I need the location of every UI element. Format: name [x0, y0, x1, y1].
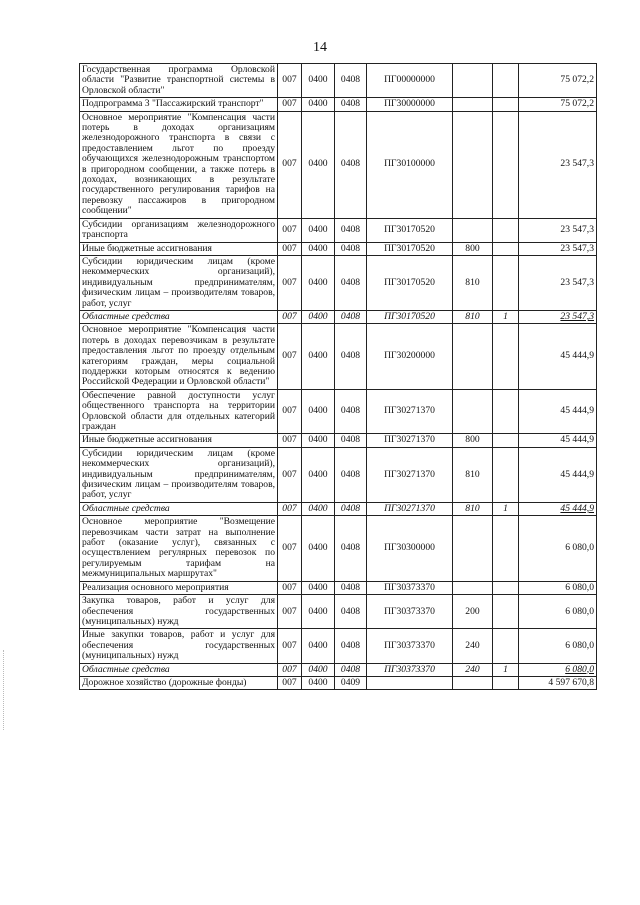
cell-pr: 0408: [335, 310, 367, 323]
table-row: [80, 255, 597, 310]
cell-ist: [493, 255, 519, 310]
cell-sum: 45 444,9: [519, 324, 597, 389]
cell-rz: 0400: [302, 389, 335, 434]
cell-ist: 1: [493, 310, 519, 323]
cell-pr: 0408: [335, 64, 367, 98]
cell-gr: 007: [278, 676, 302, 689]
row-name: Обеспечение равной доступности услуг общественного транспорта на территории Орловской области для отдельных категорий граждан: [80, 389, 278, 434]
cell-vr: [453, 676, 493, 689]
cell-sum: 4 597 670,8: [519, 676, 597, 689]
table-row: [80, 581, 597, 594]
cell-rz: 0400: [302, 434, 335, 447]
table-row: [80, 111, 597, 218]
cell-ist: [493, 324, 519, 389]
cell-sum: 75 072,2: [519, 98, 597, 111]
cell-gr: 007: [278, 447, 302, 502]
cell-sum: 6 080,0: [519, 663, 597, 676]
cell-csr: ПГ30373370: [367, 629, 453, 663]
cell-rz: 0400: [302, 310, 335, 323]
row-name: Областные средства: [80, 310, 278, 323]
cell-sum: 6 080,0: [519, 516, 597, 581]
cell-csr: [367, 676, 453, 689]
cell-vr: 810: [453, 310, 493, 323]
table-row: [80, 389, 597, 434]
table-row: [80, 516, 597, 581]
table-row: [80, 663, 597, 676]
cell-csr: ПГ30271370: [367, 434, 453, 447]
cell-gr: 007: [278, 502, 302, 515]
row-name: Субсидии организациям железнодорожного транспорта: [80, 218, 278, 242]
cell-csr: ПГ30000000: [367, 98, 453, 111]
cell-gr: 007: [278, 581, 302, 594]
cell-ist: [493, 218, 519, 242]
cell-gr: 007: [278, 111, 302, 218]
row-name: Подпрограмма 3 "Пассажирский транспорт": [80, 98, 278, 111]
cell-gr: 007: [278, 389, 302, 434]
cell-ist: 1: [493, 663, 519, 676]
cell-csr: ПГ30300000: [367, 516, 453, 581]
cell-sum: 6 080,0: [519, 581, 597, 594]
cell-vr: [453, 111, 493, 218]
cell-sum: 23 547,3: [519, 255, 597, 310]
cell-csr: ПГ30271370: [367, 447, 453, 502]
cell-csr: ПГ30170520: [367, 255, 453, 310]
cell-sum: 23 547,3: [519, 310, 597, 323]
cell-gr: 007: [278, 310, 302, 323]
margin-marks: [3, 650, 7, 730]
cell-vr: 810: [453, 447, 493, 502]
table-row: [80, 310, 597, 323]
cell-gr: 007: [278, 98, 302, 111]
cell-vr: 240: [453, 629, 493, 663]
cell-rz: 0400: [302, 595, 335, 629]
row-name: Субсидии юридическим лицам (кроме некоммерческих организаций), индивидуальным предпринимателям, физическим лицам – производителям товаров, работ, услуг: [80, 255, 278, 310]
table-row: [80, 98, 597, 111]
cell-pr: 0408: [335, 629, 367, 663]
row-name: Иные бюджетные ассигнования: [80, 434, 278, 447]
table-row: [80, 595, 597, 629]
cell-sum: 6 080,0: [519, 595, 597, 629]
table-row: [80, 64, 597, 98]
row-name: Субсидии юридическим лицам (кроме некоммерческих организаций), индивидуальным предпринимателям, физическим лицам – производителям товаров, работ, услуг: [80, 447, 278, 502]
cell-pr: 0408: [335, 218, 367, 242]
cell-csr: ПГ30170520: [367, 242, 453, 255]
table-body: [80, 64, 597, 690]
cell-ist: [493, 434, 519, 447]
cell-ist: [493, 581, 519, 594]
cell-pr: 0408: [335, 242, 367, 255]
cell-ist: [493, 595, 519, 629]
row-name: Иные закупки товаров, работ и услуг для обеспечения государственных (муниципальных) нужд: [80, 629, 278, 663]
cell-pr: 0408: [335, 516, 367, 581]
cell-ist: [493, 389, 519, 434]
cell-pr: 0408: [335, 389, 367, 434]
cell-sum: 6 080,0: [519, 629, 597, 663]
cell-rz: 0400: [302, 324, 335, 389]
cell-rz: 0400: [302, 629, 335, 663]
cell-rz: 0400: [302, 502, 335, 515]
cell-sum: 45 444,9: [519, 434, 597, 447]
cell-csr: ПГ00000000: [367, 64, 453, 98]
row-name: Реализация основного мероприятия: [80, 581, 278, 594]
cell-ist: [493, 98, 519, 111]
cell-ist: [493, 516, 519, 581]
cell-ist: [493, 64, 519, 98]
cell-pr: 0408: [335, 98, 367, 111]
cell-pr: 0409: [335, 676, 367, 689]
table-row: [80, 676, 597, 689]
cell-vr: [453, 64, 493, 98]
cell-ist: [493, 242, 519, 255]
cell-rz: 0400: [302, 242, 335, 255]
row-name: Основное мероприятие "Возмещение перевозчикам части затрат на выполнение работ (оказание услуг), связанных с осуществлением регулярных перевозок по регулируемым тарифам на межмуниципальных маршрутах": [80, 516, 278, 581]
table-row: [80, 218, 597, 242]
cell-gr: 007: [278, 629, 302, 663]
row-name: Государственная программа Орловской области "Развитие транспортной системы в Орловской области": [80, 64, 278, 98]
cell-ist: [493, 676, 519, 689]
cell-rz: 0400: [302, 676, 335, 689]
cell-pr: 0408: [335, 434, 367, 447]
cell-pr: 0408: [335, 324, 367, 389]
cell-pr: 0408: [335, 255, 367, 310]
table-row: [80, 434, 597, 447]
cell-gr: 007: [278, 663, 302, 676]
cell-vr: [453, 218, 493, 242]
cell-gr: 007: [278, 516, 302, 581]
cell-vr: 800: [453, 242, 493, 255]
cell-gr: 007: [278, 255, 302, 310]
cell-csr: ПГ30373370: [367, 663, 453, 676]
cell-rz: 0400: [302, 98, 335, 111]
cell-vr: 810: [453, 502, 493, 515]
cell-gr: 007: [278, 434, 302, 447]
row-name: Областные средства: [80, 663, 278, 676]
cell-sum: 45 444,9: [519, 389, 597, 434]
cell-sum: 45 444,9: [519, 502, 597, 515]
cell-csr: ПГ30271370: [367, 389, 453, 434]
row-name: Закупка товаров, работ и услуг для обеспечения государственных (муниципальных) нужд: [80, 595, 278, 629]
cell-csr: ПГ30200000: [367, 324, 453, 389]
cell-gr: 007: [278, 218, 302, 242]
row-name: Областные средства: [80, 502, 278, 515]
page-number: 14: [313, 40, 327, 55]
cell-rz: 0400: [302, 64, 335, 98]
cell-vr: [453, 516, 493, 581]
cell-pr: 0408: [335, 447, 367, 502]
cell-csr: ПГ30170520: [367, 218, 453, 242]
cell-rz: 0400: [302, 111, 335, 218]
cell-csr: ПГ30100000: [367, 111, 453, 218]
cell-pr: 0408: [335, 663, 367, 676]
cell-csr: ПГ30373370: [367, 581, 453, 594]
cell-vr: [453, 581, 493, 594]
cell-ist: [493, 447, 519, 502]
row-name: Дорожное хозяйство (дорожные фонды): [80, 676, 278, 689]
cell-pr: 0408: [335, 502, 367, 515]
cell-pr: 0408: [335, 111, 367, 218]
cell-vr: 200: [453, 595, 493, 629]
cell-vr: 240: [453, 663, 493, 676]
cell-sum: 75 072,2: [519, 64, 597, 98]
cell-ist: 1: [493, 502, 519, 515]
cell-rz: 0400: [302, 581, 335, 594]
cell-rz: 0400: [302, 218, 335, 242]
row-name: Основное мероприятие "Компенсация части потерь в доходах перевозчикам в результате предоставления льгот по проезду отдельным категориям граждан, меры социальной поддержки которым относятся к ведению Российской Федерации и Орловской области": [80, 324, 278, 389]
cell-sum: 23 547,3: [519, 242, 597, 255]
cell-rz: 0400: [302, 516, 335, 581]
cell-rz: 0400: [302, 255, 335, 310]
cell-sum: 23 547,3: [519, 111, 597, 218]
table-row: [80, 447, 597, 502]
row-name: Иные бюджетные ассигнования: [80, 242, 278, 255]
cell-csr: ПГ30271370: [367, 502, 453, 515]
cell-sum: 23 547,3: [519, 218, 597, 242]
table-row: [80, 629, 597, 663]
cell-vr: 800: [453, 434, 493, 447]
cell-gr: 007: [278, 242, 302, 255]
cell-csr: ПГ30373370: [367, 595, 453, 629]
table-row: [80, 502, 597, 515]
cell-ist: [493, 629, 519, 663]
table-row: [80, 324, 597, 389]
cell-pr: 0408: [335, 581, 367, 594]
cell-vr: [453, 389, 493, 434]
cell-gr: 007: [278, 64, 302, 98]
budget-table: [79, 63, 597, 690]
cell-gr: 007: [278, 595, 302, 629]
table-row: [80, 242, 597, 255]
cell-ist: [493, 111, 519, 218]
cell-vr: [453, 324, 493, 389]
row-name: Основное мероприятие "Компенсация части потерь в доходах организациям железнодорожного транспорта в связи с предоставлением льгот по проезду обучающихся железнодорожным транспортом в пригородном сообщении, а также потерь в доходах, возникающих в результате государственного регулирования тарифов на перевозку пассажиров в пригородном сообщении": [80, 111, 278, 218]
cell-gr: 007: [278, 324, 302, 389]
cell-vr: 810: [453, 255, 493, 310]
cell-sum: 45 444,9: [519, 447, 597, 502]
cell-pr: 0408: [335, 595, 367, 629]
cell-rz: 0400: [302, 447, 335, 502]
cell-csr: ПГ30170520: [367, 310, 453, 323]
cell-vr: [453, 98, 493, 111]
cell-rz: 0400: [302, 663, 335, 676]
